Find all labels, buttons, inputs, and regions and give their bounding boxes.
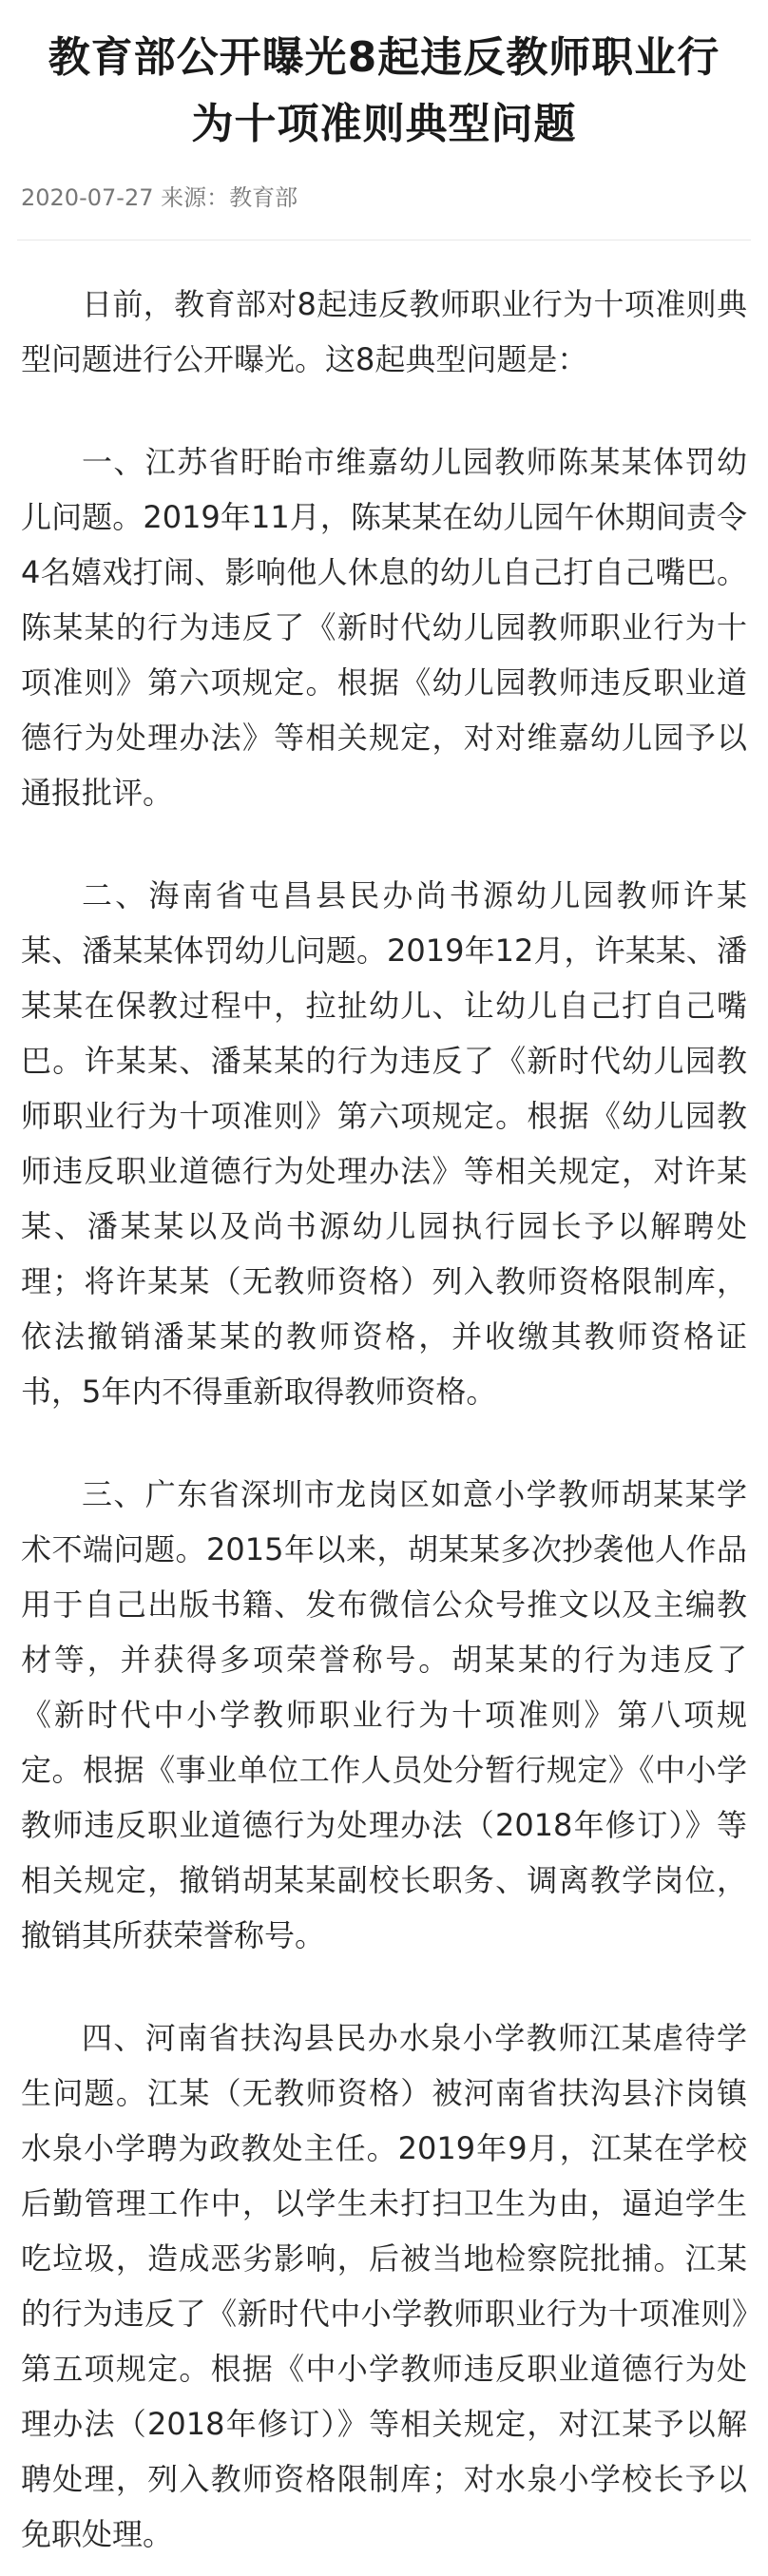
- intro-paragraph: 日前，教育部对8起违反教师职业行为十项准则典型问题进行公开曝光。这8起典型问题是：: [21, 286, 747, 377]
- case-paragraph-3: 三、广东省深圳市龙岗区如意小学教师胡某某学术不端问题。2015年以来，胡某某多次抄袭他人作品用于自己出版书籍、发布微信公众号推文以及主编教材等，并获得多项荣誉称号。胡某某的行为违反了《新时代中小学教师职业行为十项准则》第八项规定。根据《事业单位工作人员处分暂行规定》《中小学教师违反职业道德行为处理办法（2018年修订）》等相关规定，撤销胡某某副校长职务、调离教学岗位，撤销其所获荣誉称号。: [21, 1476, 747, 1953]
- case-paragraph-2: 二、海南省屯昌县民办尚书源幼儿园教师许某某、潘某某体罚幼儿问题。2019年12月，许某某、潘某某在保教过程中，拉扯幼儿、让幼儿自己打自己嘴巴。许某某、潘某某的行为违反了《新时代幼儿园教师职业行为十项准则》第六项规定。根据《幼儿园教师违反职业道德行为处理办法》等相关规定，对许某某、潘某某以及尚书源幼儿园执行园长予以解聘处理；将许某某（无教师资格）列入教师资格限制库，依法撤销潘某某的教师资格，并收缴其教师资格证书，5年内不得重新取得教师资格。: [21, 877, 747, 1410]
- case-paragraph-1: 一、江苏省盱眙市维嘉幼儿园教师陈某某体罚幼儿问题。2019年11月，陈某某在幼儿园午休期间责令4名嬉戏打闹、影响他人休息的幼儿自己打自己嘴巴。陈某某的行为违反了《新时代幼儿园教师职业行为十项准则》第六项规定。根据《幼儿园教师违反职业道德行为处理办法》等相关规定，对对维嘉幼儿园予以通报批评。: [21, 444, 747, 811]
- article-meta: [0, 158, 768, 217]
- source-name: 教育部: [229, 184, 298, 211]
- article-body: [0, 277, 768, 2562]
- publish-date: 2020-07-27: [21, 184, 154, 211]
- case-paragraph-4: 四、河南省扶沟县民办水泉小学教师江某虐待学生问题。江某（无教师资格）被河南省扶沟县汴岗镇水泉小学聘为政教处主任。2019年9月，江某在学校后勤管理工作中，以学生未打扫卫生为由，逼迫学生吃垃圾，造成恶劣影响，后被当地检察院批捕。江某的行为违反了《新时代中小学教师职业行为十项准则》第五项规定。根据《中小学教师违反职业道德行为处理办法（2018年修订）》等相关规定，对江某予以解聘处理，列入教师资格限制库；对水泉小学校长予以免职处理。: [21, 2020, 747, 2552]
- source-label: 来源：: [161, 184, 230, 211]
- article-title: 教育部公开曝光8起违反教师职业行为十项准则典型问题: [48, 33, 720, 148]
